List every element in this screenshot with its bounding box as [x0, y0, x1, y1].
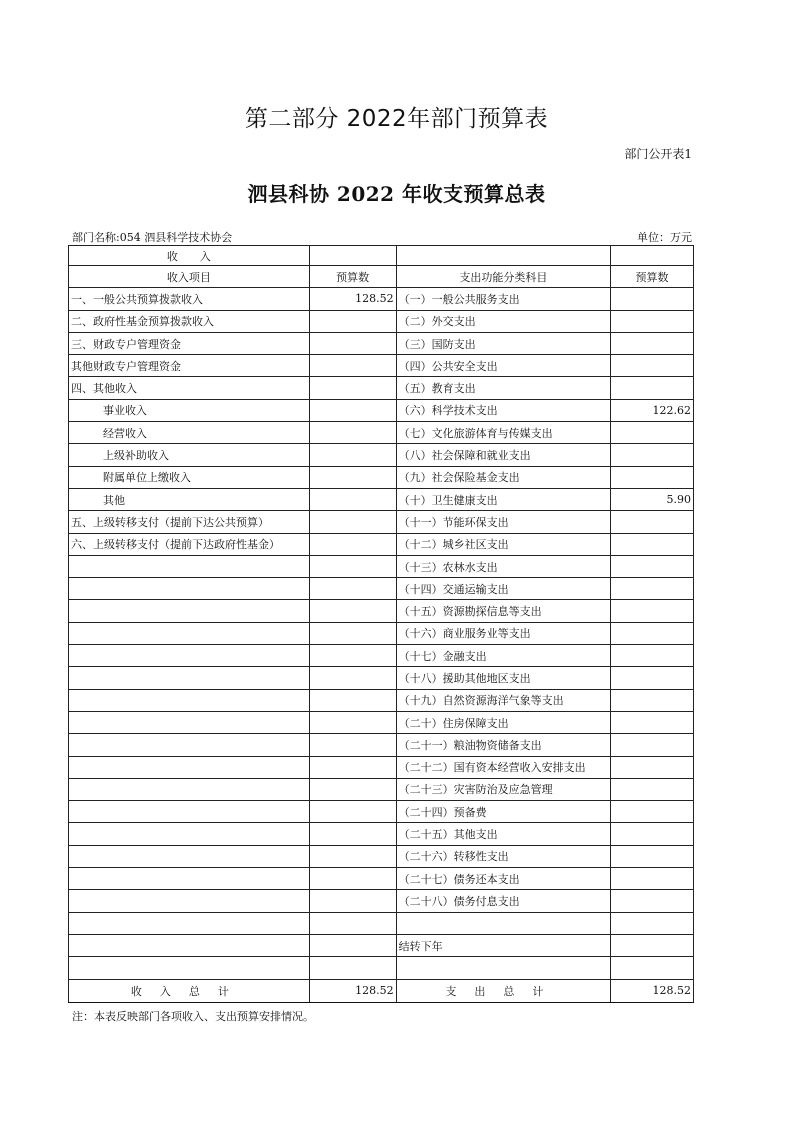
- table-row: [69, 377, 694, 399]
- expense-amount-cell: [611, 645, 694, 667]
- budget-table: [68, 245, 694, 1003]
- table-row: [69, 444, 694, 466]
- expense-amount-cell: [611, 600, 694, 622]
- income-amount-cell: [309, 868, 396, 890]
- income-amount-cell: [309, 399, 396, 421]
- income-item-cell: 事业收入: [69, 399, 310, 421]
- expense-item-cell: （二十五）其他支出: [396, 823, 610, 845]
- expense-amount-cell: [611, 957, 694, 979]
- expense-item-cell: （十六）商业服务业等支出: [396, 622, 610, 644]
- expense-amount-cell: [611, 444, 694, 466]
- income-amount-header: 预算数: [309, 266, 396, 288]
- table-row: [69, 578, 694, 600]
- table-row: [69, 845, 694, 867]
- unit-label: 单位：万元: [637, 231, 692, 244]
- table-row: [69, 332, 694, 354]
- expense-item-cell: [396, 912, 610, 934]
- page-title: 泗县科协 2022 年收支预算总表: [247, 182, 546, 206]
- expense-amount-cell: [611, 689, 694, 711]
- expense-item-cell: （十九）自然资源海洋气象等支出: [396, 689, 610, 711]
- expense-amount-cell: [611, 511, 694, 533]
- income-item-cell: 附属单位上缴收入: [69, 466, 310, 488]
- income-item-cell: [69, 645, 310, 667]
- income-amount-cell: [309, 555, 396, 577]
- expense-item-cell: （十五）资源勘探信息等支出: [396, 600, 610, 622]
- table-row: [69, 823, 694, 845]
- income-amount-cell: [309, 377, 396, 399]
- expense-amount-cell: 5.90: [611, 488, 694, 510]
- expense-amount-cell: [611, 578, 694, 600]
- total-expense-amount: 128.52: [611, 979, 694, 1002]
- income-item-cell: 五、上级转移支付（提前下达公共预算）: [69, 511, 310, 533]
- income-item-cell: [69, 734, 310, 756]
- income-item-cell: [69, 689, 310, 711]
- expense-item-cell: （九）社会保险基金支出: [396, 466, 610, 488]
- income-item-cell: [69, 622, 310, 644]
- income-amount-cell: [309, 645, 396, 667]
- expense-amount-cell: [611, 711, 694, 733]
- expense-amount-cell: [611, 422, 694, 444]
- expense-item-cell: （二十二）国有资本经营收入安排支出: [396, 756, 610, 778]
- income-amount-cell: [309, 934, 396, 956]
- table-row: [69, 778, 694, 800]
- table-group-header: [69, 246, 694, 266]
- table-row: [69, 689, 694, 711]
- expense-amount-cell: [611, 934, 694, 956]
- income-amount-cell: [309, 355, 396, 377]
- expense-item-cell: （二十三）灾害防治及应急管理: [396, 778, 610, 800]
- expense-amount-cell: [611, 332, 694, 354]
- expense-amount-cell: [611, 756, 694, 778]
- income-amount-cell: [309, 488, 396, 510]
- table-row: [69, 756, 694, 778]
- table-row: [69, 399, 694, 421]
- income-amount-cell: [309, 711, 396, 733]
- income-amount-cell: [309, 578, 396, 600]
- income-amount-cell: [309, 310, 396, 332]
- total-income-amount: 128.52: [309, 979, 396, 1002]
- income-amount-cell: [309, 957, 396, 979]
- expense-item-cell: 结转下年: [396, 934, 610, 956]
- expense-item-cell: （七）文化旅游体育与传媒支出: [396, 422, 610, 444]
- total-row: [69, 979, 694, 1002]
- expense-item-cell: （五）教育支出: [396, 377, 610, 399]
- expense-amount-cell: [611, 734, 694, 756]
- table-row: [69, 288, 694, 310]
- expense-item-cell: （十二）城乡社区支出: [396, 533, 610, 555]
- expense-item-cell: （十八）援助其他地区支出: [396, 667, 610, 689]
- expense-item-cell: （二十七）债务还本支出: [396, 868, 610, 890]
- income-item-cell: [69, 555, 310, 577]
- table-row: [69, 645, 694, 667]
- table-row: [69, 600, 694, 622]
- income-amount-cell: [309, 422, 396, 444]
- expense-item-cell: [396, 957, 610, 979]
- table-row: [69, 355, 694, 377]
- expense-item-cell: （十七）金融支出: [396, 645, 610, 667]
- income-item-cell: 六、上级转移支付（提前下达政府性基金）: [69, 533, 310, 555]
- income-item-cell: [69, 578, 310, 600]
- income-amount-cell: [309, 890, 396, 912]
- income-item-cell: 四、其他收入: [69, 377, 310, 399]
- expense-amount-cell: [611, 466, 694, 488]
- income-amount-cell: 128.52: [309, 288, 396, 310]
- income-item-cell: [69, 868, 310, 890]
- table-row: [69, 667, 694, 689]
- table-row: [69, 555, 694, 577]
- table-row: [69, 533, 694, 555]
- income-item-cell: 经营收入: [69, 422, 310, 444]
- empty-cell: [611, 246, 694, 266]
- expense-item-cell: （二十八）债务付息支出: [396, 890, 610, 912]
- table-row: [69, 801, 694, 823]
- expense-amount-cell: [611, 310, 694, 332]
- income-item-cell: [69, 667, 310, 689]
- income-amount-cell: [309, 778, 396, 800]
- expense-item-header: 支出功能分类科目: [396, 266, 610, 288]
- income-item-cell: 其他财政专户管理资金: [69, 355, 310, 377]
- table-row: [69, 912, 694, 934]
- expense-amount-cell: [611, 823, 694, 845]
- income-item-cell: [69, 912, 310, 934]
- income-amount-cell: [309, 444, 396, 466]
- income-amount-cell: [309, 511, 396, 533]
- expense-item-cell: （十三）农林水支出: [396, 555, 610, 577]
- income-item-cell: [69, 711, 310, 733]
- income-amount-cell: [309, 466, 396, 488]
- total-income-label: 收入总计: [69, 979, 310, 1002]
- income-item-cell: 一、一般公共预算拨款收入: [69, 288, 310, 310]
- income-item-cell: [69, 845, 310, 867]
- table-row: [69, 466, 694, 488]
- expense-item-cell: （二十）住房保障支出: [396, 711, 610, 733]
- expense-amount-cell: [611, 288, 694, 310]
- table-row: [69, 934, 694, 956]
- department-name: 部门名称:054 泗县科学技术协会: [72, 231, 233, 244]
- expense-amount-cell: 122.62: [611, 399, 694, 421]
- table-row: [69, 957, 694, 979]
- expense-item-cell: （二十六）转移性支出: [396, 845, 610, 867]
- income-amount-cell: [309, 912, 396, 934]
- income-item-cell: [69, 957, 310, 979]
- table-row: [69, 488, 694, 510]
- expense-amount-cell: [611, 533, 694, 555]
- expense-amount-cell: [611, 912, 694, 934]
- total-expense-label: 支出总计: [396, 979, 610, 1002]
- income-item-cell: [69, 778, 310, 800]
- expense-amount-cell: [611, 667, 694, 689]
- income-item-cell: 其他: [69, 488, 310, 510]
- expense-amount-cell: [611, 868, 694, 890]
- expense-item-cell: （四）公共安全支出: [396, 355, 610, 377]
- table-column-header: [69, 266, 694, 288]
- expense-amount-cell: [611, 555, 694, 577]
- table-row: [69, 734, 694, 756]
- expense-item-cell: （十四）交通运输支出: [396, 578, 610, 600]
- form-number: 部门公开表1: [624, 147, 692, 161]
- income-amount-cell: [309, 533, 396, 555]
- income-item-cell: 上级补助收入: [69, 444, 310, 466]
- expense-item-cell: （八）社会保障和就业支出: [396, 444, 610, 466]
- income-amount-cell: [309, 600, 396, 622]
- table-note: 注：本表反映部门各项收入、支出预算安排情况。: [72, 1010, 314, 1023]
- expense-amount-cell: [611, 355, 694, 377]
- table-row: [69, 511, 694, 533]
- income-item-cell: [69, 823, 310, 845]
- income-item-header: 收入项目: [69, 266, 310, 288]
- expense-amount-cell: [611, 845, 694, 867]
- expense-item-cell: （十）卫生健康支出: [396, 488, 610, 510]
- income-item-cell: [69, 890, 310, 912]
- income-item-cell: [69, 756, 310, 778]
- table-row: [69, 422, 694, 444]
- income-amount-cell: [309, 845, 396, 867]
- income-amount-cell: [309, 332, 396, 354]
- expense-item-cell: （二）外交支出: [396, 310, 610, 332]
- income-amount-cell: [309, 622, 396, 644]
- expense-item-cell: （一）一般公共服务支出: [396, 288, 610, 310]
- table-row: [69, 890, 694, 912]
- expense-amount-cell: [611, 377, 694, 399]
- expense-amount-cell: [611, 622, 694, 644]
- expense-amount-cell: [611, 890, 694, 912]
- income-amount-cell: [309, 801, 396, 823]
- part-title: 第二部分 2022年部门预算表: [244, 106, 549, 132]
- income-item-cell: 二、政府性基金预算拨款收入: [69, 310, 310, 332]
- expense-item-cell: （二十一）粮油物资储备支出: [396, 734, 610, 756]
- expense-item-cell: （十一）节能环保支出: [396, 511, 610, 533]
- income-amount-cell: [309, 756, 396, 778]
- expense-amount-header: 预算数: [611, 266, 694, 288]
- empty-cell: [309, 246, 396, 266]
- income-item-cell: [69, 801, 310, 823]
- income-amount-cell: [309, 823, 396, 845]
- empty-cell: [396, 246, 610, 266]
- income-item-cell: [69, 600, 310, 622]
- income-amount-cell: [309, 689, 396, 711]
- expense-item-cell: （二十四）预备费: [396, 801, 610, 823]
- table-row: [69, 711, 694, 733]
- income-item-cell: 三、财政专户管理资金: [69, 332, 310, 354]
- expense-amount-cell: [611, 801, 694, 823]
- expense-item-cell: （三）国防支出: [396, 332, 610, 354]
- table-row: [69, 868, 694, 890]
- income-item-cell: [69, 934, 310, 956]
- expense-item-cell: （六）科学技术支出: [396, 399, 610, 421]
- income-group-header: 收 入: [69, 246, 310, 266]
- table-row: [69, 310, 694, 332]
- table-row: [69, 622, 694, 644]
- income-amount-cell: [309, 667, 396, 689]
- expense-amount-cell: [611, 778, 694, 800]
- income-amount-cell: [309, 734, 396, 756]
